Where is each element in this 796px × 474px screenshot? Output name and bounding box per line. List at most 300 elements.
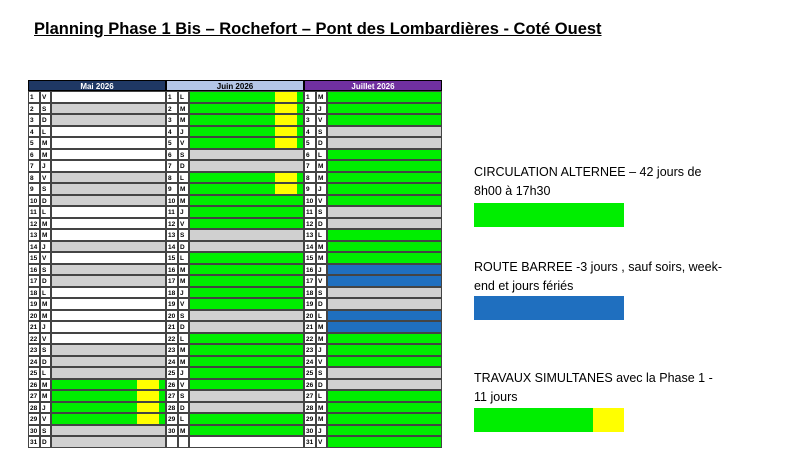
day-number: 26 [166,379,178,391]
day-number: 13 [166,229,178,241]
day-row [304,114,442,126]
day-number [166,436,178,448]
day-weekday: M [316,160,327,172]
day-weekday: S [316,126,327,138]
day-number: 14 [304,241,316,253]
day-number: 22 [166,333,178,345]
day-number: 11 [28,206,40,218]
day-number: 30 [166,425,178,437]
day-fill [51,137,166,149]
day-weekday: M [178,195,189,207]
day-number: 5 [28,137,40,149]
day-row [166,333,304,345]
day-fill [51,91,166,103]
day-weekday: J [40,402,51,414]
day-weekday: M [178,264,189,276]
day-weekday: D [178,160,189,172]
day-weekday: S [40,103,51,115]
day-row [28,390,166,402]
day-row [28,241,166,253]
day-weekday: M [178,103,189,115]
day-number: 27 [166,390,178,402]
day-row [304,275,442,287]
day-number: 21 [166,321,178,333]
day-weekday: J [178,367,189,379]
day-weekday: L [178,172,189,184]
day-fill [327,195,442,207]
day-fill [327,183,442,195]
day-number: 2 [304,103,316,115]
day-number: 17 [28,275,40,287]
day-fill [51,103,166,115]
day-weekday: S [178,229,189,241]
day-number: 2 [28,103,40,115]
day-weekday: M [40,379,51,391]
month-column [28,80,166,448]
day-number: 30 [304,425,316,437]
day-fill [327,344,442,356]
day-row [166,114,304,126]
day-fill [51,425,166,437]
day-weekday: D [40,195,51,207]
day-weekday: M [316,252,327,264]
day-row [166,287,304,299]
day-row [28,413,166,425]
day-number: 23 [304,344,316,356]
day-fill [327,402,442,414]
day-number: 1 [304,91,316,103]
day-row [304,206,442,218]
day-weekday: M [40,310,51,322]
day-row [166,379,304,391]
day-row [28,379,166,391]
day-weekday: D [316,379,327,391]
day-number: 8 [304,172,316,184]
day-row [304,413,442,425]
day-weekday: S [316,287,327,299]
day-row [28,425,166,437]
day-fill [51,241,166,253]
day-fill [51,298,166,310]
day-weekday: S [178,310,189,322]
day-row [28,126,166,138]
day-fill [51,160,166,172]
day-weekday: V [178,298,189,310]
day-row [304,379,442,391]
day-number: 3 [304,114,316,126]
day-number: 18 [304,287,316,299]
day-weekday: D [40,356,51,368]
day-row [166,402,304,414]
day-row [304,298,442,310]
day-row [166,310,304,322]
day-row [304,390,442,402]
day-row [28,206,166,218]
day-row [304,310,442,322]
day-row [304,218,442,230]
day-number: 15 [304,252,316,264]
day-fill [189,149,304,161]
day-number: 25 [28,367,40,379]
day-number: 1 [28,91,40,103]
day-row [304,252,442,264]
day-row [166,229,304,241]
day-number: 9 [304,183,316,195]
day-weekday: V [316,195,327,207]
day-number: 22 [28,333,40,345]
day-row [28,183,166,195]
day-fill [189,425,304,437]
month-header: Juillet 2026 [304,80,442,91]
day-weekday: L [178,252,189,264]
day-number: 26 [28,379,40,391]
day-fill [327,126,442,138]
day-weekday: S [316,206,327,218]
legend-swatch-travaux-simultanes [474,408,624,432]
day-row [304,287,442,299]
day-row [28,264,166,276]
day-weekday: V [178,379,189,391]
day-number: 31 [304,436,316,448]
day-row [28,333,166,345]
day-fill [327,172,442,184]
day-number: 31 [28,436,40,448]
day-weekday: J [40,321,51,333]
day-weekday: D [40,114,51,126]
day-fill [327,229,442,241]
day-fill [327,264,442,276]
day-fill [51,206,166,218]
day-weekday: M [40,149,51,161]
day-fill [189,390,304,402]
day-number: 14 [166,241,178,253]
day-fill [189,206,304,218]
day-fill [189,413,304,425]
day-row [304,126,442,138]
day-weekday: M [40,218,51,230]
day-number: 11 [304,206,316,218]
day-fill [51,402,166,414]
day-fill [189,264,304,276]
day-fill [51,321,166,333]
day-fill [189,356,304,368]
day-row [28,356,166,368]
day-fill [51,287,166,299]
day-row [166,172,304,184]
day-fill [327,298,442,310]
day-row [166,321,304,333]
day-weekday: V [316,114,327,126]
day-weekday: S [178,390,189,402]
day-row [28,103,166,115]
day-weekday: J [40,241,51,253]
day-number: 2 [166,103,178,115]
day-number: 25 [304,367,316,379]
day-fill [51,356,166,368]
day-weekday: S [40,264,51,276]
day-number: 28 [166,402,178,414]
day-weekday: M [40,229,51,241]
day-row [304,160,442,172]
day-row [304,229,442,241]
day-number: 7 [28,160,40,172]
day-weekday: J [40,160,51,172]
day-number: 24 [28,356,40,368]
day-row [28,229,166,241]
day-number: 13 [304,229,316,241]
day-row [304,183,442,195]
day-number: 6 [166,149,178,161]
day-number: 8 [28,172,40,184]
day-number: 9 [166,183,178,195]
day-weekday: J [316,264,327,276]
day-row [166,206,304,218]
day-number: 17 [166,275,178,287]
day-fill [189,333,304,345]
day-number: 21 [28,321,40,333]
day-number: 28 [304,402,316,414]
day-fill [327,287,442,299]
month-header: Juin 2026 [166,80,304,91]
day-row [304,367,442,379]
day-weekday: D [178,402,189,414]
day-weekday: V [316,436,327,448]
day-fill [189,114,304,126]
day-number: 15 [28,252,40,264]
day-fill [51,218,166,230]
day-fill [327,321,442,333]
day-fill [327,367,442,379]
day-row [166,356,304,368]
day-number: 17 [304,275,316,287]
day-row [28,160,166,172]
day-row [166,126,304,138]
day-fill [189,436,304,448]
day-row [304,344,442,356]
day-fill [189,91,304,103]
day-fill [189,241,304,253]
day-row [28,195,166,207]
day-row [166,344,304,356]
day-number: 20 [166,310,178,322]
day-fill [189,252,304,264]
day-weekday: D [40,436,51,448]
day-fill [51,413,166,425]
day-fill [189,172,304,184]
day-row [166,390,304,402]
day-number: 11 [166,206,178,218]
day-fill [327,379,442,391]
day-fill [327,241,442,253]
day-weekday [178,436,189,448]
day-fill [327,390,442,402]
day-number: 5 [166,137,178,149]
day-number: 6 [304,149,316,161]
legend-text-route-barree: ROUTE BARREE -3 jours , sauf soirs, week-end et jours fériés [474,260,722,293]
day-number: 10 [304,195,316,207]
day-fill [51,390,166,402]
day-fill [327,137,442,149]
day-fill [51,126,166,138]
day-row [166,160,304,172]
page-title: Planning Phase 1 Bis – Rochefort – Pont des Lombardières - Coté Ouest [34,20,602,38]
day-weekday: D [316,218,327,230]
day-weekday: S [40,344,51,356]
day-row [304,333,442,345]
day-row [304,321,442,333]
day-fill [189,310,304,322]
day-fill [327,218,442,230]
day-weekday: M [316,413,327,425]
day-weekday: S [178,149,189,161]
day-weekday: M [316,172,327,184]
day-weekday: M [178,275,189,287]
day-fill [327,160,442,172]
day-weekday: L [40,126,51,138]
day-weekday: V [178,218,189,230]
day-row [304,91,442,103]
day-weekday: V [40,172,51,184]
day-fill [189,367,304,379]
day-weekday: D [178,321,189,333]
day-row [28,275,166,287]
day-fill [189,160,304,172]
day-fill [51,195,166,207]
day-fill [51,275,166,287]
day-number: 19 [304,298,316,310]
day-number: 21 [304,321,316,333]
day-number: 29 [304,413,316,425]
day-fill [51,367,166,379]
day-fill [51,379,166,391]
day-number: 3 [28,114,40,126]
day-weekday: M [40,390,51,402]
day-fill [189,321,304,333]
day-fill [327,91,442,103]
day-weekday: L [316,390,327,402]
day-fill [327,333,442,345]
day-weekday: L [40,287,51,299]
day-weekday: J [178,126,189,138]
day-row [28,344,166,356]
day-fill [51,333,166,345]
day-number: 29 [28,413,40,425]
day-row [304,356,442,368]
day-number: 1 [166,91,178,103]
day-weekday: L [316,310,327,322]
day-weekday: D [178,241,189,253]
day-row [166,252,304,264]
day-weekday: J [178,206,189,218]
day-row [166,137,304,149]
day-fill [51,436,166,448]
day-fill [51,252,166,264]
day-fill [327,275,442,287]
day-fill [327,206,442,218]
day-fill [189,402,304,414]
day-weekday: J [178,287,189,299]
day-row [304,436,442,448]
day-number: 27 [28,390,40,402]
day-row [166,264,304,276]
day-row [28,310,166,322]
day-row [304,402,442,414]
day-weekday: M [178,356,189,368]
day-number: 12 [166,218,178,230]
day-row [166,183,304,195]
day-number: 4 [166,126,178,138]
day-weekday: M [316,91,327,103]
day-number: 4 [28,126,40,138]
day-fill [189,287,304,299]
day-number: 26 [304,379,316,391]
day-row [28,172,166,184]
day-number: 22 [304,333,316,345]
day-number: 6 [28,149,40,161]
day-row [28,367,166,379]
day-number: 10 [28,195,40,207]
day-row [28,287,166,299]
day-fill [327,436,442,448]
day-row [166,413,304,425]
day-fill [189,126,304,138]
day-fill [51,149,166,161]
day-number: 8 [166,172,178,184]
day-weekday: S [40,425,51,437]
day-row [28,321,166,333]
day-fill [327,252,442,264]
day-row [166,195,304,207]
day-fill [327,103,442,115]
day-row [304,172,442,184]
day-row [304,241,442,253]
month-column [166,80,304,448]
day-number: 7 [166,160,178,172]
day-row [304,103,442,115]
day-weekday: M [40,137,51,149]
day-fill [327,149,442,161]
legend-swatch-route-barree [474,296,624,320]
day-row [166,425,304,437]
day-row [166,91,304,103]
day-weekday: S [40,183,51,195]
day-fill [327,114,442,126]
day-row [166,298,304,310]
day-number: 19 [166,298,178,310]
day-weekday: M [316,333,327,345]
day-row [28,436,166,448]
day-weekday: L [40,206,51,218]
day-number: 7 [304,160,316,172]
day-weekday: V [40,252,51,264]
day-number: 9 [28,183,40,195]
day-weekday: M [316,321,327,333]
day-row [166,241,304,253]
day-weekday: L [178,413,189,425]
day-fill [51,229,166,241]
day-fill [189,137,304,149]
day-row [166,149,304,161]
day-weekday: V [40,413,51,425]
day-weekday: M [178,114,189,126]
day-weekday: L [316,149,327,161]
day-row [28,149,166,161]
day-row [166,103,304,115]
day-number: 27 [304,390,316,402]
day-fill [189,103,304,115]
day-number: 29 [166,413,178,425]
day-weekday: M [178,344,189,356]
